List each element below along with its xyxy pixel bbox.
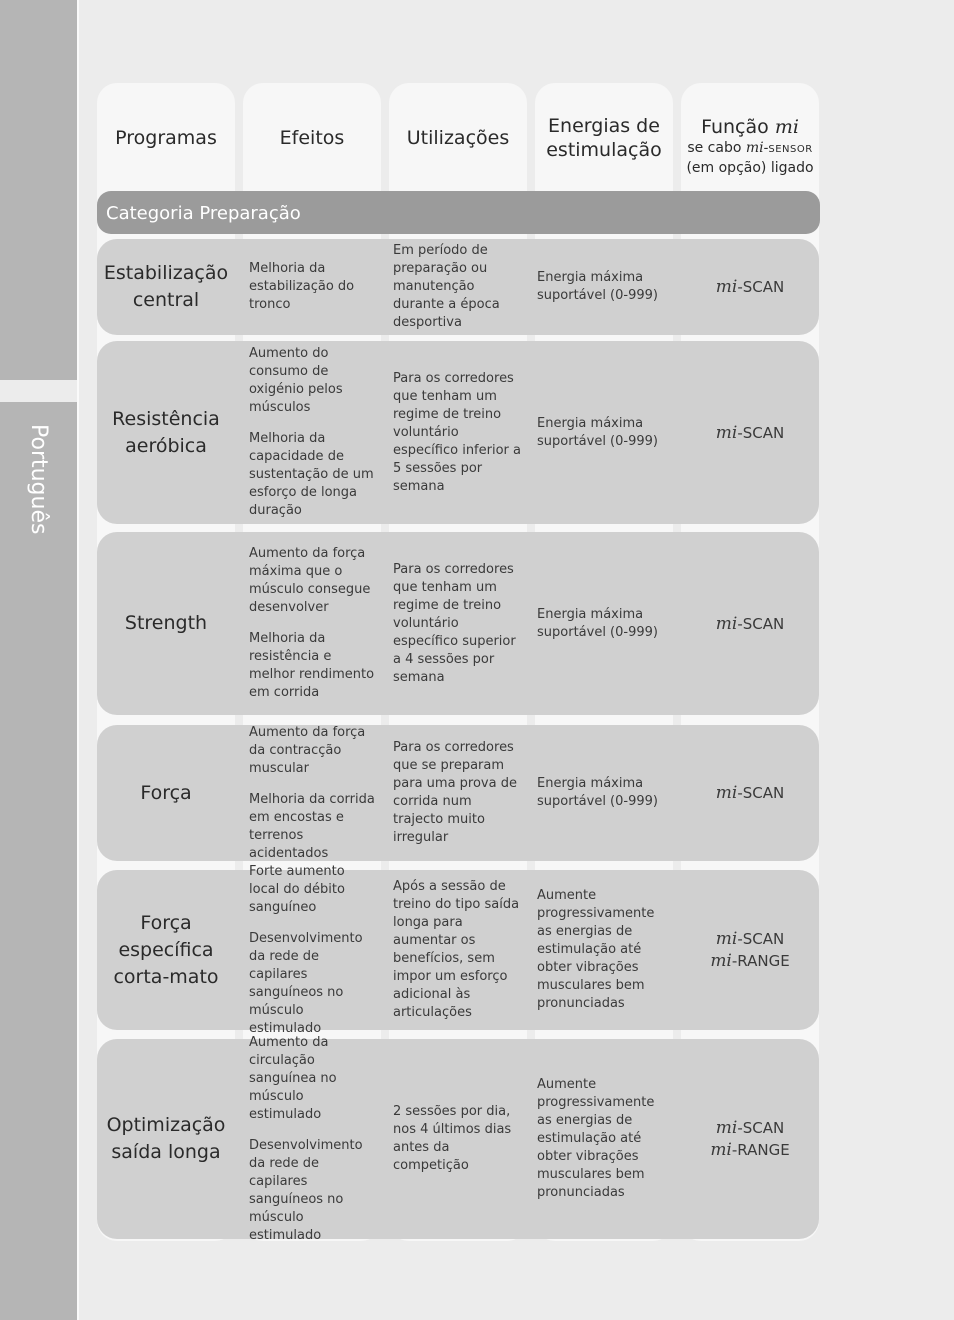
header-effects-text: Efeitos: [279, 127, 345, 149]
function-label: -SCAN: [737, 423, 785, 442]
function-item: [716, 422, 784, 444]
function-item: [716, 613, 784, 635]
function-label: -SCAN: [737, 1119, 785, 1137]
effect-text: Desenvolvimento da rede de capilares sanguíneos no músculo estimulado: [249, 1137, 363, 1243]
effect-text: Aumento do consumo de oxigénio pelos músculos: [249, 346, 343, 415]
program-name: Força: [140, 781, 192, 804]
effect-text: Desenvolvimento da rede de capilares sanguíneos no músculo estimulado: [249, 930, 363, 1036]
header-function-cable-mi: mi-: [745, 140, 769, 156]
effect-text: Melhoria da capacidade de sustentação de um esforço de longa duração: [249, 431, 374, 518]
energy-cell: Energia máxima suportável (0-999): [537, 415, 658, 449]
program-name: Strength: [124, 612, 208, 634]
mi-mark: mi: [715, 1118, 738, 1138]
effects-cell: [249, 725, 379, 861]
header-uses: [389, 92, 527, 184]
function-label: -RANGE: [731, 1141, 790, 1159]
mi-mark: mi: [710, 1140, 732, 1160]
header-function-line3: (em opção) ligado: [686, 160, 814, 176]
program-name: Resistência aeróbica: [112, 407, 220, 457]
uses-cell: Após a sessão de treino do tipo saída longa para aumentar os benefícios, sem impor um esforço adicional às articulações: [393, 879, 520, 1020]
function-label: -SCAN: [737, 930, 785, 948]
uses-cell: 2 sessões por dia, nos 4 últimos dias antes da competição: [393, 1104, 512, 1173]
mi-mark: mi: [715, 277, 738, 297]
header-function-cable-prefix: se cabo: [687, 140, 742, 156]
header-function: [681, 100, 819, 192]
energy-cell: Aumente progressivamente as energias de estimulação até obter vibrações musculares bem pronunciadas: [537, 1077, 655, 1200]
function-cell: [681, 341, 819, 524]
energy-cell: Energia máxima suportável (0-999): [537, 270, 658, 303]
header-function-sensor: SENSOR: [768, 144, 813, 155]
effects-cell: [249, 863, 379, 1036]
function-label: -SCAN: [737, 278, 785, 296]
function-cell: [681, 1039, 819, 1239]
uses-cell: Para os corredores que tenham um regime de treino voluntário específico superior a 4 sessões por semana: [393, 561, 516, 685]
header-energy-line2: estimulação: [546, 139, 662, 161]
effects-cell: [249, 341, 379, 524]
effects-cell: [249, 1034, 379, 1243]
uses-cell: Para os corredores que se preparam para uma prova de corrida num trajecto muito irregular: [393, 740, 517, 845]
header-function-mi: mi: [774, 116, 799, 138]
function-cell: [681, 239, 819, 335]
function-item: [716, 782, 784, 804]
header-energy: [535, 92, 673, 184]
mi-mark: mi: [715, 422, 738, 443]
header-programs-text: Programas: [115, 127, 217, 149]
function-cell: [681, 725, 819, 861]
header-uses-text: Utilizações: [406, 127, 510, 149]
language-label: Português: [26, 424, 51, 535]
function-item: [716, 1117, 784, 1139]
program-name: Optimização saída longa: [106, 1114, 226, 1163]
effects-cell: [249, 532, 379, 715]
effect-text: Aumento da força máxima que o músculo consegue desenvolver: [249, 546, 371, 615]
effect-text: Aumento da força da contracção muscular: [249, 724, 366, 776]
effect-text: Melhoria da estabilização do tronco: [249, 261, 355, 312]
function-label: -SCAN: [737, 614, 785, 633]
sidebar: [0, 0, 77, 1320]
energy-cell: Aumente progressivamente as energias de estimulação até obter vibrações musculares bem pronunciadas: [537, 888, 655, 1011]
header-effects: [243, 92, 381, 184]
mi-mark: mi: [710, 951, 732, 971]
function-label: -SCAN: [737, 784, 785, 802]
mi-mark: mi: [715, 929, 738, 949]
header-function-line1: [701, 115, 799, 139]
function-cell: [681, 532, 819, 715]
category-title: Categoria Preparação: [106, 203, 301, 224]
function-item: [710, 1139, 789, 1161]
mi-mark: mi: [715, 613, 738, 634]
effect-text: Melhoria da corrida em encostas e terrenos acidentados: [249, 791, 375, 861]
effect-text: Melhoria da resistência e melhor rendimento em corrida: [249, 631, 375, 700]
sidebar-stripe: [0, 380, 77, 402]
function-item: [710, 950, 789, 972]
effect-text: Forte aumento local do débito sanguíneo: [249, 863, 345, 915]
energy-cell: Energia máxima suportável (0-999): [537, 606, 658, 640]
mi-mark: mi: [715, 783, 738, 803]
function-item: [716, 928, 784, 950]
header-programs: [97, 92, 235, 184]
function-item: [716, 276, 784, 298]
program-name: Estabilização central: [103, 262, 229, 311]
uses-cell: Para os corredores que tenham um regime de treino voluntário específico inferior a 5 sessões por semana: [393, 370, 521, 494]
function-cell: [681, 870, 819, 1030]
sidebar-edge: [77, 0, 79, 1320]
header-function-title: Função: [701, 116, 769, 138]
header-function-line2: [687, 139, 812, 159]
header-energy-line1: Energias de: [548, 115, 660, 137]
program-name: Força específica corta-mato: [113, 911, 219, 988]
effect-text: Aumento da circulação sanguínea no músculo estimulado: [249, 1034, 337, 1122]
energy-cell: Energia máxima suportável (0-999): [537, 776, 658, 809]
effects-cell: [249, 239, 379, 335]
function-label: -RANGE: [731, 952, 790, 970]
uses-cell: Em período de preparação ou manutenção durante a época desportiva: [393, 243, 500, 330]
